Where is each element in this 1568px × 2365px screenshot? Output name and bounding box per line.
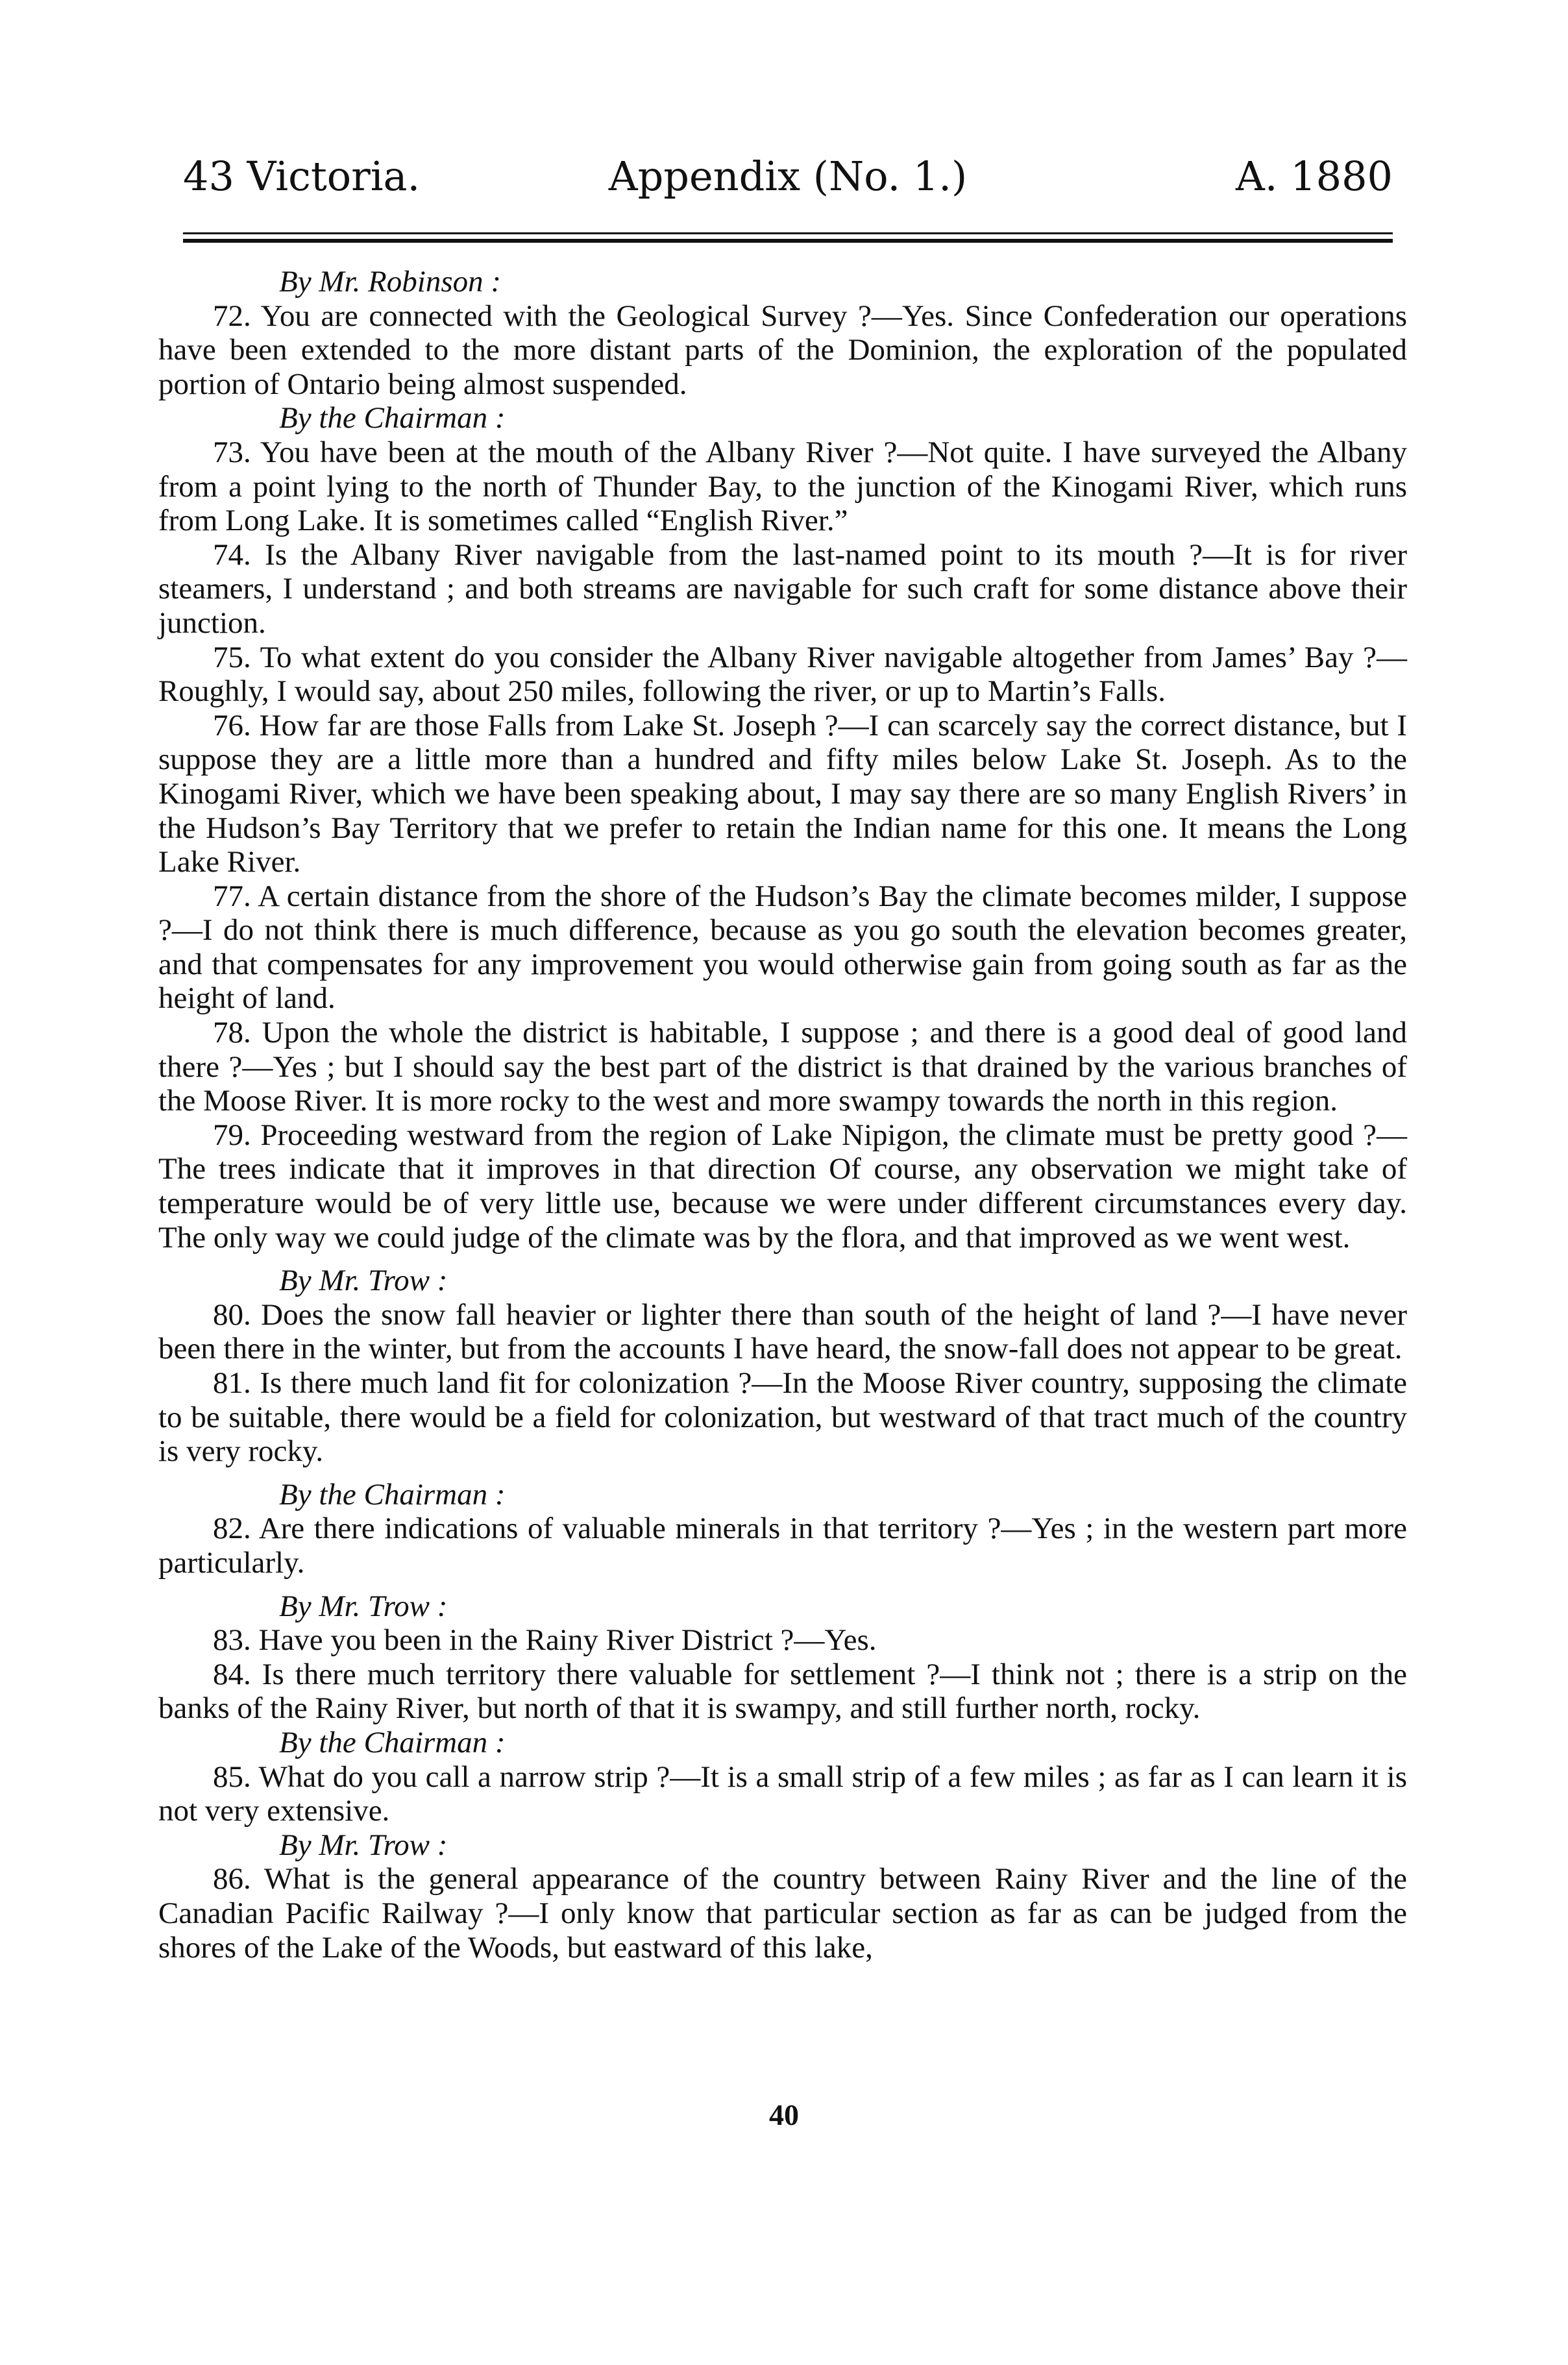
header-appendix: Appendix (No. 1.) [608, 153, 968, 200]
header-rule-thin [183, 232, 1393, 234]
question-75: 75. To what extent do you consider the Albany River navigable altogether from James’ Bay ?—Roughly, I would say, about 250 miles, following the river, or up to Martin’s Falls. [158, 640, 1407, 709]
question-82: 82. Are there indications of valuable minerals in that territory ?—Yes ; in the western part more particularly. [158, 1512, 1407, 1580]
header-year: A. 1880 [1236, 153, 1393, 200]
header-rule-thick [183, 239, 1393, 243]
speaker-heading: By the Chairman : [279, 1725, 506, 1759]
testimony-body [158, 265, 1407, 1965]
running-header [183, 151, 1393, 209]
question-76: 76. How far are those Falls from Lake St. Joseph ?—I can scarcely say the correct distance, but I suppose they are a little more than a hundred and fifty miles below Lake St. Joseph. As to the Kinogami River, which we have been speaking about, I may say there are so many English Rivers’ in the Hudson’s Bay Territory that we prefer to retain the Indian name for this one. It means the Long Lake River. [158, 708, 1407, 879]
question-73: 73. You have been at the mouth of the Albany River ?—Not quite. I have surveyed the Albany from a point lying to the north of Thunder Bay, to the junction of the Kinogami River, which runs from Long Lake. It is sometimes called “English River.” [158, 435, 1407, 538]
question-74: 74. Is the Albany River navigable from the last-named point to its mouth ?—It is for river steamers, I understand ; and both streams are navigable for such craft for some distance above their junction. [158, 537, 1407, 640]
speaker-heading: By Mr. Robinson : [279, 265, 502, 299]
speaker-heading: By Mr. Trow : [279, 1589, 448, 1623]
question-85: 85. What do you call a narrow strip ?—It is a small strip of a few miles ; as far as I can learn it is not very extensive. [158, 1759, 1407, 1828]
question-77: 77. A certain distance from the shore of the Hudson’s Bay the climate becomes milder, I suppose ?—I do not think there is much difference, because as you go south the elevation becomes greater, and that compensates for any improvement you would otherwise gain from going south as far as the height of land. [158, 879, 1407, 1016]
speaker-heading: By Mr. Trow : [279, 1828, 448, 1862]
question-80: 80. Does the snow fall heavier or lighter there than south of the height of land ?—I have never been there in the winter, but from the accounts I have heard, the snow-fall does not appear to be great. [158, 1297, 1407, 1366]
question-79: 79. Proceeding westward from the region of Lake Nipigon, the climate must be pretty good ?—The trees indicate that it improves in that direction Of course, any observation we might take of temperature would be of very little use, because we were under different circumstances every day. The only way we could judge of the climate was by the flora, and that improved as we went west. [158, 1118, 1407, 1255]
speaker-heading: By the Chairman : [279, 1477, 506, 1512]
speaker-heading: By the Chairman : [279, 401, 506, 435]
question-84: 84. Is there much territory there valuable for settlement ?—I think not ; there is a strip on the banks of the Rainy River, but north of that it is swampy, and still further north, rocky. [158, 1657, 1407, 1726]
question-86: 86. What is the general appearance of the country between Rainy River and the line of the Canadian Pacific Railway ?—I only know that particular section as far as can be judged from the shores of the Lake of the Woods, but eastward of this lake, [158, 1862, 1407, 1965]
question-81: 81. Is there much land fit for colonization ?—In the Moose River country, supposing the climate to be suitable, there would be a field for colonization, but westward of that tract much of the country is very rocky. [158, 1366, 1407, 1469]
header-session: 43 Victoria. [183, 153, 421, 200]
question-83: 83. Have you been in the Rainy River District ?—Yes. [213, 1623, 877, 1658]
speaker-heading: By Mr. Trow : [279, 1264, 448, 1298]
question-72: 72. You are connected with the Geological Survey ?—Yes. Since Confederation our operations have been extended to the more distant parts of the Dominion, the exploration of the populated portion of Ontario being almost suspended. [158, 299, 1407, 401]
question-78: 78. Upon the whole the district is habitable, I suppose ; and there is a good deal of good land there ?—Yes ; but I should say the best part of the district is that drained by the various branches of the Moose River. It is more rocky to the west and more swampy towards the north in this region. [158, 1016, 1407, 1118]
page-number: 40 [769, 2098, 799, 2131]
